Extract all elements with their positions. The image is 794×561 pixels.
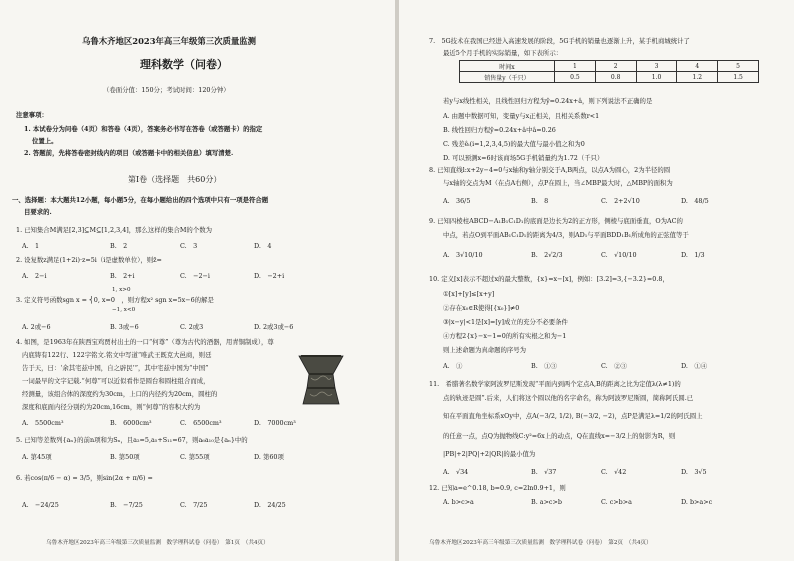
question-7-line-1: 7. 5G技术在我国已经进入高速发展的阶段，5G手机的销量也逐渐上升，某手机商城统计了	[429, 37, 690, 45]
question-9-line-1: 9. 已知四棱柱ABCD−A₁B₁C₁D₁的底面是边长为2的正方形，侧棱与底面垂直，O为AC的	[429, 217, 683, 225]
question-8-line-2: 与x轴的交点为M（在点A右侧），点P在圆上，当∠MBP最大时，△MBP的面积为	[443, 179, 673, 187]
question-4-line-5: 经测量，该组合体的深度约为30cm，上口的内径约为20cm，圆柱的	[22, 390, 218, 398]
question-9-line-2: 中点，若点O到平面AB₁C₁D₁的距离为4/3，则AD₁与平面BDD₁B₁所成角的正弦值等于	[443, 231, 689, 239]
table-cell: 0.5	[555, 72, 596, 83]
q5-option-b: B. 第50项	[110, 453, 140, 461]
q4-option-b: B. 6000cm³	[110, 419, 152, 427]
q2-option-d: D. −2+i	[254, 272, 285, 280]
q8-option-b: B. 8	[531, 197, 549, 205]
q12-option-a: A. b>c>a	[443, 498, 474, 506]
q5-option-d: D. 第60项	[254, 453, 284, 461]
q9-option-a: A. 3√10/10	[443, 251, 483, 259]
q2-option-a: A. 2−i	[22, 272, 47, 280]
q11-option-c: C. √42	[601, 468, 627, 476]
q3-case-3: −1, x<0	[112, 307, 136, 313]
q10-statement-2: ②存在x₀∈R使得[{x₀}]≠0	[443, 304, 520, 312]
q4-option-a: A. 5500cm³	[22, 419, 64, 427]
table-cell: 0.8	[595, 72, 636, 83]
table-cell: 1	[555, 61, 596, 72]
q1-option-c: C. 3	[180, 242, 198, 250]
page-1	[0, 0, 395, 561]
q3-case-1: 1, x>0	[112, 287, 131, 293]
question-4-line-3: 告于天，曰：‘余其宅兹中国，自之辟民’”，其中宅兹中国为“中国”	[22, 364, 209, 372]
q10-option-a: A. ①	[443, 362, 463, 370]
question-11-line-2: 点的轨迹是圆”.后来，人们将这个圆以他的名字命名，称为阿波罗尼斯圆，简称阿氏圆.已	[443, 394, 694, 402]
q8-option-d: D. 48/5	[681, 197, 709, 205]
q11-option-a: A. √34	[443, 468, 469, 476]
notice-2: 2. 答题前，先将答卷密封线内的项目（或答题卡中的相关信息）填写清楚.	[24, 149, 234, 157]
q6-option-b: B. −7/25	[110, 501, 143, 509]
q10-option-b: B. ①③	[531, 362, 557, 370]
q12-option-d: D. b>a>c	[681, 498, 713, 506]
section-intro-cont: 目要求的.	[24, 208, 52, 216]
q1-option-d: D. 4	[254, 242, 272, 250]
q12-option-c: C. c>b>a	[601, 498, 632, 506]
q9-option-b: B. 2√2/3	[531, 251, 563, 259]
question-11-line-4: 的任意一点，点Q为抛物线C:y²=6x上的动点，Q在直线x=−3/2上的射影为R，则	[443, 432, 676, 440]
question-11-line-3: 知在平面直角坐标系xOy中，点A(−3/2, 1/2), B(−3/2, −2)，点P是满足λ=1/2的阿氏圆上	[443, 412, 703, 420]
q2-option-b: B. 2+i	[110, 272, 135, 280]
question-10-line-1: 10. 定义[x]表示不超过x的最大整数，{x}=x−[x]，例如：[3.2]=3,{−3.2}=0.8，	[429, 275, 669, 283]
page-title: 理科数学（问卷）	[140, 58, 228, 71]
q7-option-b: B. 线性回归方程ŷ=0.24x+â中â=0.26	[443, 126, 556, 134]
q7-option-c: C. 残差êᵢ(i=1,2,3,4,5)的最大值与最小值之和为0	[443, 140, 585, 148]
q12-option-b: B. a>c>b	[531, 498, 562, 506]
sales-table	[459, 60, 759, 83]
question-4-line-4: 一词最早的文字记载.“何尊”可以近似看作是圆台和圆柱组合而成，	[22, 377, 210, 385]
question-4-line-2: 内底铸有122行、122字铭文.铭文中写道“唯武王既克大邑商，则廷	[22, 351, 212, 359]
section-title: 第Ⅰ卷（选择题 共60分）	[128, 175, 222, 184]
q8-option-c: C. 2+2√10	[601, 197, 640, 205]
q8-option-a: A. 36/5	[443, 197, 471, 205]
question-3: 3. 定义符号函数sgn x = ⎨0, x=0 ，则方程x² sgn x=5x−6的解是	[16, 296, 214, 304]
q11-option-b: B. √37	[531, 468, 557, 476]
page-2	[399, 0, 794, 561]
q6-option-c: C. 7/25	[180, 501, 208, 509]
bronze-zun-vessel-icon	[293, 352, 349, 408]
exam-meta: （卷面分值：150分；考试时间：120分钟）	[103, 86, 230, 94]
page-footer: 乌鲁木齐地区2023年高三年级第三次质量监测 数学理科试卷（问卷） 第1页 （共4页）	[46, 540, 269, 546]
q7-option-d: D. 可以预测x=6时该商场5G手机销量约为1.72（千只）	[443, 154, 604, 162]
table-header-row	[460, 61, 759, 72]
q9-option-c: C. √10/10	[601, 251, 637, 259]
question-11-line-5: |PB|+2|PQ|+2|QR|的最小值为	[443, 450, 536, 458]
notice-1-cont: 位置上。	[32, 137, 58, 145]
question-10-line-2: 则上述命题为真命题的序号为	[443, 346, 527, 354]
table-cell: 1.0	[636, 72, 677, 83]
q5-option-c: C. 第55项	[180, 453, 210, 461]
question-7-line-2: 最近5个月手机的实际销量，如下表所示：	[443, 49, 563, 57]
table-cell: 5	[718, 61, 759, 72]
question-2: 2. 设复数z满足(1+2i)·z=5i（i是虚数单位），则z̄=	[16, 256, 162, 264]
table-cell: 2	[595, 61, 636, 72]
page-footer: 乌鲁木齐地区2023年高三年级第三次质量监测 数学理科试卷（问卷） 第2页 （共4页）	[429, 540, 652, 546]
page-header: 乌鲁木齐地区2023年高三年级第三次质量监测	[82, 36, 257, 46]
q9-option-d: D. 1/3	[681, 251, 705, 259]
table-cell: 3	[636, 61, 677, 72]
table-cell: 销售量y（千只）	[460, 72, 555, 83]
question-11-line-1: 11. 希腊著名数学家阿波罗尼斯发现“平面内到两个定点A,B的距离之比为定值λ(λ≠1)的	[429, 380, 681, 388]
question-4-line-6: 深度和底面内径分别约为20cm,16cm，则“何尊”的容积大约为	[22, 403, 201, 411]
q3-option-d: D. 2或3或−6	[254, 323, 294, 331]
q10-option-d: D. ①④	[681, 362, 708, 370]
table-cell: 4	[677, 61, 718, 72]
table-cell: 时间x	[460, 61, 555, 72]
section-intro: 一、选择题：本大题共12小题，每小题5分，在每小题给出的四个选项中只有一项是符合题	[12, 196, 269, 204]
question-6: 6. 若cos(π/6 − α) = 3/5，则sin(2α + π/6) =	[16, 474, 153, 482]
table-cell: 1.5	[718, 72, 759, 83]
question-8-line-1: 8. 已知直线l:x+2y−4=0与x轴和y轴分别交于A,B两点，以点A为圆心，2为半径的圆	[429, 166, 671, 174]
q1-option-b: B. 2	[110, 242, 128, 250]
q11-option-d: D. 3√5	[681, 468, 707, 476]
q6-option-d: D. 24/25	[254, 501, 286, 509]
q10-statement-1: ①[x]+[y]≤[x+y]	[443, 290, 495, 298]
q3-option-a: A. 2或−6	[22, 323, 51, 331]
q7-option-a: A. 由题中数据可知，变量y与x正相关，且相关系数r<1	[443, 112, 600, 120]
question-5: 5. 已知等差数列{aₙ}的前n项和为Sₙ，且a₂=5,a₅+S₁₁=67，则a₆a₁₀是{aₙ}中的	[16, 436, 248, 444]
table-row	[460, 72, 759, 83]
notice-1: 1. 本试卷分为问卷（4页）和答卷（4页），答案务必书写在答卷（或答题卡）的指定	[24, 125, 263, 133]
question-1: 1. 已知集合M满足[2,3]⊆M⊆[1,2,3,4]，那么这样的集合M的个数为	[16, 226, 212, 234]
question-12: 12. 已知a=e^0.18, b=0.9, c=2ln0.9+1，则	[429, 484, 566, 492]
q10-option-c: C. ②③	[601, 362, 627, 370]
q3-option-b: B. 3或−6	[110, 323, 139, 331]
q5-option-a: A. 第45项	[22, 453, 52, 461]
q4-option-c: C. 6500cm³	[180, 419, 222, 427]
table-cell: 1.2	[677, 72, 718, 83]
q10-statement-3: ③|x−y|<1是[x]=[y]成立的充分不必要条件	[443, 318, 568, 326]
q3-option-c: C. 2或3	[180, 323, 204, 331]
notice-title: 注意事项：	[16, 111, 48, 119]
question-7-line-3: 若y与x线性相关，且线性回归方程为ŷ=0.24x+â，则下列说法不正确的是	[443, 97, 653, 105]
q4-option-d: D. 7000cm³	[254, 419, 296, 427]
q6-option-a: A. −24/25	[22, 501, 59, 509]
q2-option-c: C. −2−i	[180, 272, 210, 280]
q1-option-a: A. 1	[22, 242, 40, 250]
question-4-line-1: 4. 如图，是1963年在陕西宝鸡贾村出土的一口“何尊”（尊为古代的酒器，用青铜制成），尊	[16, 338, 274, 346]
q10-statement-4: ④方程2{x}−x−1=0的所有实根之和为−1	[443, 332, 567, 340]
